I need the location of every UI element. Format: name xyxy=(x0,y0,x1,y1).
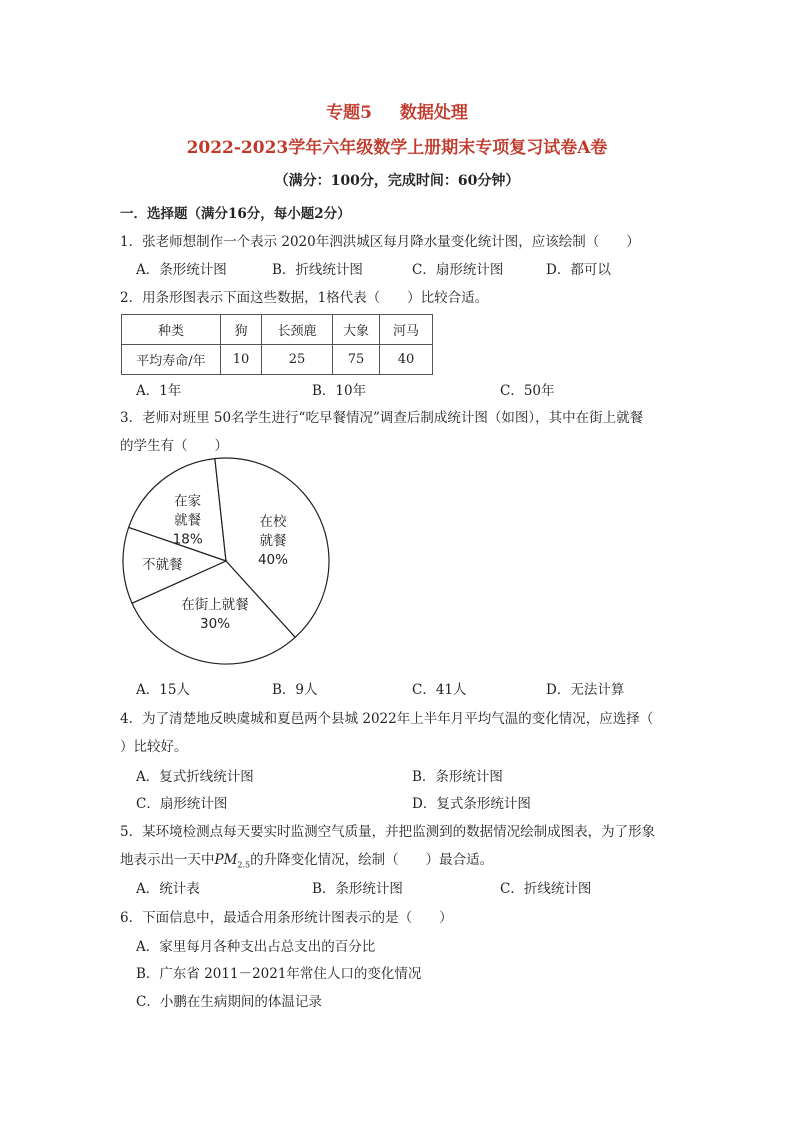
breakfast-pie-chart xyxy=(110,455,350,675)
question-4-text-line2: ）比较好。 xyxy=(120,739,188,755)
pm25-subscript: 2.5 xyxy=(237,860,251,870)
q4-option-d: D．复式条形统计图 xyxy=(412,796,531,812)
table-cell: 长颈鹿 xyxy=(262,315,333,345)
question-3-text-line1: 3．老师对班里 50名学生进行“吃早餐情况”调查后制成统计图（如图），其中在街上就餐 xyxy=(120,410,644,426)
pie-slice-label: 就餐 xyxy=(259,532,287,549)
question-1-text: 1．张老师想制作一个表示 2020年泗洪城区每月降水量变化统计图，应该绘制（ ） xyxy=(120,234,640,250)
table-cell: 狗 xyxy=(221,315,262,345)
q2-option-a: A．1年 xyxy=(136,383,182,399)
q5-text-before: 地表示出一天中 xyxy=(120,852,215,868)
pie-slice-label: 在家 xyxy=(174,493,202,510)
question-5-text-line1: 5．某环境检测点每天要实时监测空气质量，并把监测到的数据情况绘制成图表，为了形象 xyxy=(120,824,656,840)
question-2-text: 2．用条形图表示下面这些数据，1格代表（ ）比较合适。 xyxy=(120,290,489,306)
pie-slice-label: 就餐 xyxy=(174,512,202,529)
topic-number: 专题5 xyxy=(326,103,372,123)
q4-option-a: A．复式折线统计图 xyxy=(136,769,254,785)
table-cell: 大象 xyxy=(333,315,380,345)
q1-option-b: B．折线统计图 xyxy=(272,262,363,278)
q4-option-c: C．扇形统计图 xyxy=(136,796,228,812)
q5-option-a: A．统计表 xyxy=(136,881,200,897)
table-cell: 种类 xyxy=(122,315,221,345)
exam-info: （满分：100分，完成时间：60分钟） xyxy=(274,173,520,189)
lifespan-table xyxy=(121,314,433,375)
section-heading: 一．选择题（满分16分，每小题2分） xyxy=(120,206,351,222)
q4-option-b: B．条形统计图 xyxy=(412,769,503,785)
table-row xyxy=(122,315,433,345)
pie-percent-label: 40% xyxy=(257,551,288,568)
pie-percent-label: 30% xyxy=(200,615,231,632)
q1-option-d: D．都可以 xyxy=(546,262,611,278)
q3-option-c: C．41人 xyxy=(412,682,467,698)
q3-option-d: D．无法计算 xyxy=(546,682,625,698)
q1-option-a: A．条形统计图 xyxy=(136,262,227,278)
q6-option-a: A．家里每月各种支出占总支出的百分比 xyxy=(136,939,376,955)
table-row xyxy=(122,345,433,375)
q2-option-b: B．10年 xyxy=(312,383,367,399)
pm25-main: PM xyxy=(214,852,238,868)
q3-option-b: B．9人 xyxy=(272,682,318,698)
table-cell: 40 xyxy=(380,345,433,375)
q2-option-c: C．50年 xyxy=(500,383,555,399)
question-4-text-line1: 4．为了清楚地反映虞城和夏邑两个县城 2022年上半年月平均气温的变化情况，应选择（ xyxy=(120,711,654,727)
q6-option-b: B．广东省 2011－2021年常住人口的变化情况 xyxy=(136,966,422,982)
question-6-text: 6．下面信息中，最适合用条形统计图表示的是（ ） xyxy=(120,910,453,926)
q6-option-c: C．小鹏在生病期间的体温记录 xyxy=(136,994,322,1010)
pie-slice-label: 在校 xyxy=(259,513,287,530)
table-cell: 75 xyxy=(333,345,380,375)
question-5-text-line2 xyxy=(120,848,493,870)
question-3-text-line2: 的学生有（ ） xyxy=(120,438,228,454)
pie-slice-label: 在街上就餐 xyxy=(181,596,249,613)
pie-slice-label: 不就餐 xyxy=(141,556,183,573)
table-cell: 平均寿命/年 xyxy=(122,345,221,375)
pie-percent-label: 18% xyxy=(172,531,203,548)
topic-title xyxy=(0,98,794,123)
q5-text-after: 的升降变化情况，绘制（ ）最合适。 xyxy=(250,852,494,868)
q3-option-a: A．15人 xyxy=(136,682,190,698)
exam-subtitle: 2022-2023学年六年级数学上册期末专项复习试卷A卷 xyxy=(186,138,608,158)
table-cell: 25 xyxy=(262,345,333,375)
table-cell: 河马 xyxy=(380,315,433,345)
q5-option-c: C．折线统计图 xyxy=(500,881,592,897)
pm25-symbol xyxy=(215,852,251,868)
table-cell: 10 xyxy=(221,345,262,375)
q1-option-c: C．扇形统计图 xyxy=(412,262,504,278)
q5-option-b: B．条形统计图 xyxy=(312,881,403,897)
topic-name: 数据处理 xyxy=(399,103,468,123)
